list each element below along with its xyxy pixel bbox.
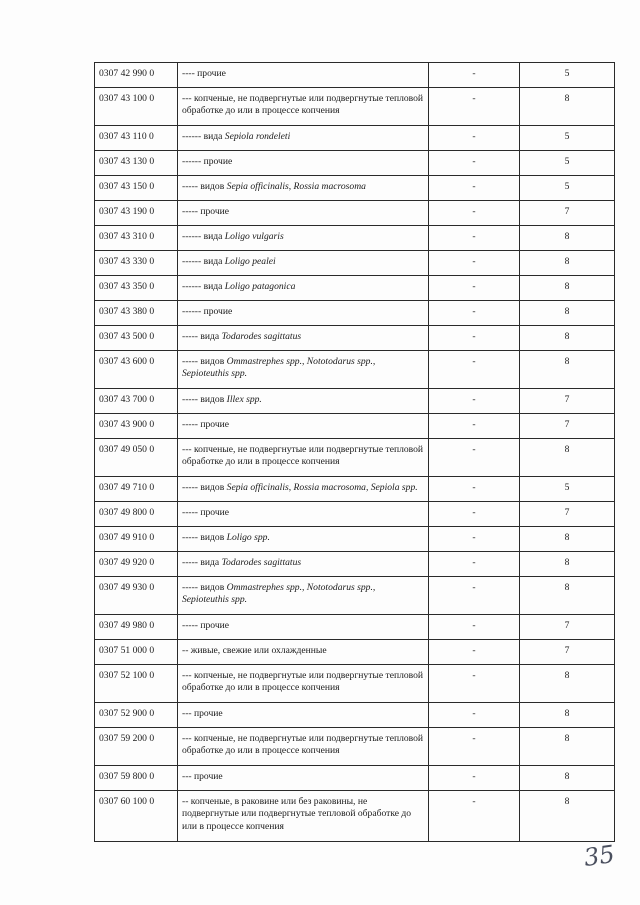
table-row [95, 389, 615, 414]
description-text: ----- видов [182, 532, 227, 543]
duty-rate-cell: 7 [520, 502, 615, 527]
description-text: ------ прочие [182, 156, 233, 167]
commodity-code-cell: 0307 43 190 0 [95, 201, 178, 226]
table-row [95, 477, 615, 502]
species-name: Loligo pealei [224, 256, 276, 267]
duty-rate-cell: 5 [520, 63, 615, 88]
duty-rate-cell: 8 [520, 703, 615, 728]
description-text: ----- прочие [182, 507, 230, 518]
description-cell [178, 615, 429, 640]
commodity-code-cell: 0307 51 000 0 [95, 640, 178, 665]
table-row [95, 640, 615, 665]
commodity-code-cell: 0307 49 930 0 [95, 577, 178, 615]
commodity-code-cell: 0307 59 200 0 [95, 728, 178, 766]
unit-cell: - [429, 414, 520, 439]
table-row [95, 414, 615, 439]
description-cell [178, 301, 429, 326]
tariff-table-body [95, 63, 615, 842]
description-cell [178, 251, 429, 276]
unit-cell: - [429, 88, 520, 126]
commodity-code-cell: 0307 49 920 0 [95, 552, 178, 577]
description-text: --- копченые, не подвергнутые или подвергнутые тепловой обработке до или в процессе копчения [182, 733, 424, 757]
description-text: ----- прочие [182, 419, 230, 430]
table-row [95, 527, 615, 552]
description-text: ------ вида [182, 256, 225, 267]
duty-rate-cell: 8 [520, 577, 615, 615]
duty-rate-cell: 8 [520, 326, 615, 351]
duty-rate-cell: 8 [520, 88, 615, 126]
commodity-code-cell: 0307 43 500 0 [95, 326, 178, 351]
description-cell [178, 176, 429, 201]
species-name: Todarodes sagittatus [221, 331, 302, 342]
description-text: ----- видов [182, 181, 227, 192]
description-text: ------ прочие [182, 306, 233, 317]
species-name: Sepiola rondeleti [224, 131, 291, 142]
duty-rate-cell: 7 [520, 615, 615, 640]
commodity-code-cell: 0307 43 110 0 [95, 126, 178, 151]
description-text: -- живые, свежие или охлажденные [182, 645, 327, 656]
description-text: ----- видов [182, 394, 227, 405]
handwritten-page-number: 35 [582, 840, 617, 872]
description-cell [178, 276, 429, 301]
unit-cell: - [429, 126, 520, 151]
commodity-code-cell: 0307 43 900 0 [95, 414, 178, 439]
duty-rate-cell: 8 [520, 226, 615, 251]
table-row [95, 176, 615, 201]
table-row [95, 88, 615, 126]
unit-cell: - [429, 389, 520, 414]
description-cell [178, 791, 429, 842]
commodity-code-cell: 0307 43 380 0 [95, 301, 178, 326]
commodity-code-cell: 0307 43 350 0 [95, 276, 178, 301]
commodity-code-cell: 0307 43 130 0 [95, 151, 178, 176]
description-cell [178, 439, 429, 477]
duty-rate-cell: 5 [520, 126, 615, 151]
table-row [95, 201, 615, 226]
unit-cell: - [429, 728, 520, 766]
commodity-code-cell: 0307 43 600 0 [95, 351, 178, 389]
description-cell [178, 477, 429, 502]
unit-cell: - [429, 251, 520, 276]
description-cell [178, 527, 429, 552]
description-text: ------ вида [182, 131, 225, 142]
species-name: Ommastrephes spp., Nototodarus spp., Sepioteuthis spp. [182, 356, 376, 380]
commodity-code-cell: 0307 43 310 0 [95, 226, 178, 251]
description-text: ---- прочие [182, 68, 226, 79]
species-name: Sepia officinalis, Rossia macrosoma, Sepiola spp. [226, 482, 418, 493]
unit-cell: - [429, 577, 520, 615]
table-row [95, 766, 615, 791]
description-text: ----- прочие [182, 620, 230, 631]
duty-rate-cell: 8 [520, 527, 615, 552]
table-row [95, 502, 615, 527]
unit-cell: - [429, 791, 520, 842]
description-cell [178, 640, 429, 665]
unit-cell: - [429, 326, 520, 351]
unit-cell: - [429, 63, 520, 88]
description-text: ----- видов [182, 482, 227, 493]
unit-cell: - [429, 201, 520, 226]
unit-cell: - [429, 766, 520, 791]
species-name: Loligo vulgaris [224, 231, 284, 242]
species-name: Loligo spp. [226, 532, 270, 543]
description-text: --- копченые, не подвергнутые или подвергнутые тепловой обработке до или в процессе копчения [182, 670, 424, 694]
description-cell [178, 552, 429, 577]
description-cell [178, 703, 429, 728]
table-row [95, 439, 615, 477]
table-row [95, 552, 615, 577]
description-cell [178, 88, 429, 126]
duty-rate-cell: 8 [520, 301, 615, 326]
description-cell [178, 577, 429, 615]
description-text: --- прочие [182, 708, 223, 719]
description-cell [178, 414, 429, 439]
species-name: Ommastrephes spp., Nototodarus spp., Sepioteuthis spp. [182, 582, 376, 606]
table-row [95, 276, 615, 301]
duty-rate-cell: 8 [520, 791, 615, 842]
commodity-code-cell: 0307 42 990 0 [95, 63, 178, 88]
table-row [95, 615, 615, 640]
duty-rate-cell: 8 [520, 276, 615, 301]
description-text: ----- вида [182, 331, 222, 342]
tariff-table [94, 62, 615, 842]
description-cell [178, 151, 429, 176]
duty-rate-cell: 7 [520, 640, 615, 665]
description-cell [178, 665, 429, 703]
description-cell [178, 326, 429, 351]
unit-cell: - [429, 151, 520, 176]
table-row [95, 326, 615, 351]
duty-rate-cell: 8 [520, 766, 615, 791]
unit-cell: - [429, 615, 520, 640]
commodity-code-cell: 0307 43 100 0 [95, 88, 178, 126]
description-cell [178, 389, 429, 414]
commodity-code-cell: 0307 43 700 0 [95, 389, 178, 414]
commodity-code-cell: 0307 49 710 0 [95, 477, 178, 502]
duty-rate-cell: 7 [520, 389, 615, 414]
description-cell [178, 766, 429, 791]
commodity-code-cell: 0307 49 910 0 [95, 527, 178, 552]
table-row [95, 151, 615, 176]
description-text: ----- вида [182, 557, 222, 568]
duty-rate-cell: 5 [520, 151, 615, 176]
description-text: ------ вида [182, 281, 225, 292]
duty-rate-cell: 8 [520, 728, 615, 766]
duty-rate-cell: 8 [520, 351, 615, 389]
description-text: --- копченые, не подвергнутые или подвергнутые тепловой обработке до или в процессе копчения [182, 93, 424, 117]
description-text: ----- видов [182, 582, 227, 593]
commodity-code-cell: 0307 60 100 0 [95, 791, 178, 842]
description-cell [178, 502, 429, 527]
commodity-code-cell: 0307 43 330 0 [95, 251, 178, 276]
species-name: Loligo patagonica [224, 281, 296, 292]
description-cell [178, 351, 429, 389]
duty-rate-cell: 8 [520, 439, 615, 477]
description-text: --- прочие [182, 771, 223, 782]
table-row [95, 703, 615, 728]
commodity-code-cell: 0307 59 800 0 [95, 766, 178, 791]
description-text: --- копченые, не подвергнутые или подвергнутые тепловой обработке до или в процессе копчения [182, 444, 424, 468]
description-text: ----- прочие [182, 206, 230, 217]
commodity-code-cell: 0307 49 980 0 [95, 615, 178, 640]
table-row [95, 728, 615, 766]
table-row [95, 301, 615, 326]
table-row [95, 791, 615, 842]
species-name: Sepia officinalis, Rossia macrosoma [226, 181, 366, 192]
duty-rate-cell: 8 [520, 665, 615, 703]
unit-cell: - [429, 552, 520, 577]
description-cell [178, 126, 429, 151]
duty-rate-cell: 7 [520, 201, 615, 226]
table-row [95, 226, 615, 251]
unit-cell: - [429, 301, 520, 326]
table-row [95, 63, 615, 88]
commodity-code-cell: 0307 43 150 0 [95, 176, 178, 201]
description-cell [178, 63, 429, 88]
description-cell [178, 226, 429, 251]
duty-rate-cell: 5 [520, 477, 615, 502]
unit-cell: - [429, 477, 520, 502]
unit-cell: - [429, 640, 520, 665]
duty-rate-cell: 7 [520, 414, 615, 439]
unit-cell: - [429, 439, 520, 477]
description-text: ----- видов [182, 356, 227, 367]
unit-cell: - [429, 527, 520, 552]
description-text: -- копченые, в раковине или без раковины, не подвергнутые или подвергнутые тепловой обработке до или в процессе копчения [182, 796, 412, 832]
unit-cell: - [429, 703, 520, 728]
table-row [95, 351, 615, 389]
table-row [95, 577, 615, 615]
unit-cell: - [429, 226, 520, 251]
description-text: ------ вида [182, 231, 225, 242]
table-row [95, 251, 615, 276]
commodity-code-cell: 0307 49 050 0 [95, 439, 178, 477]
table-row [95, 126, 615, 151]
description-cell [178, 201, 429, 226]
commodity-code-cell: 0307 52 100 0 [95, 665, 178, 703]
species-name: Illex spp. [226, 394, 262, 405]
commodity-code-cell: 0307 52 900 0 [95, 703, 178, 728]
unit-cell: - [429, 351, 520, 389]
unit-cell: - [429, 502, 520, 527]
description-cell [178, 728, 429, 766]
species-name: Todarodes sagittatus [221, 557, 302, 568]
duty-rate-cell: 8 [520, 552, 615, 577]
table-row [95, 665, 615, 703]
unit-cell: - [429, 665, 520, 703]
duty-rate-cell: 8 [520, 251, 615, 276]
commodity-code-cell: 0307 49 800 0 [95, 502, 178, 527]
unit-cell: - [429, 176, 520, 201]
duty-rate-cell: 5 [520, 176, 615, 201]
unit-cell: - [429, 276, 520, 301]
